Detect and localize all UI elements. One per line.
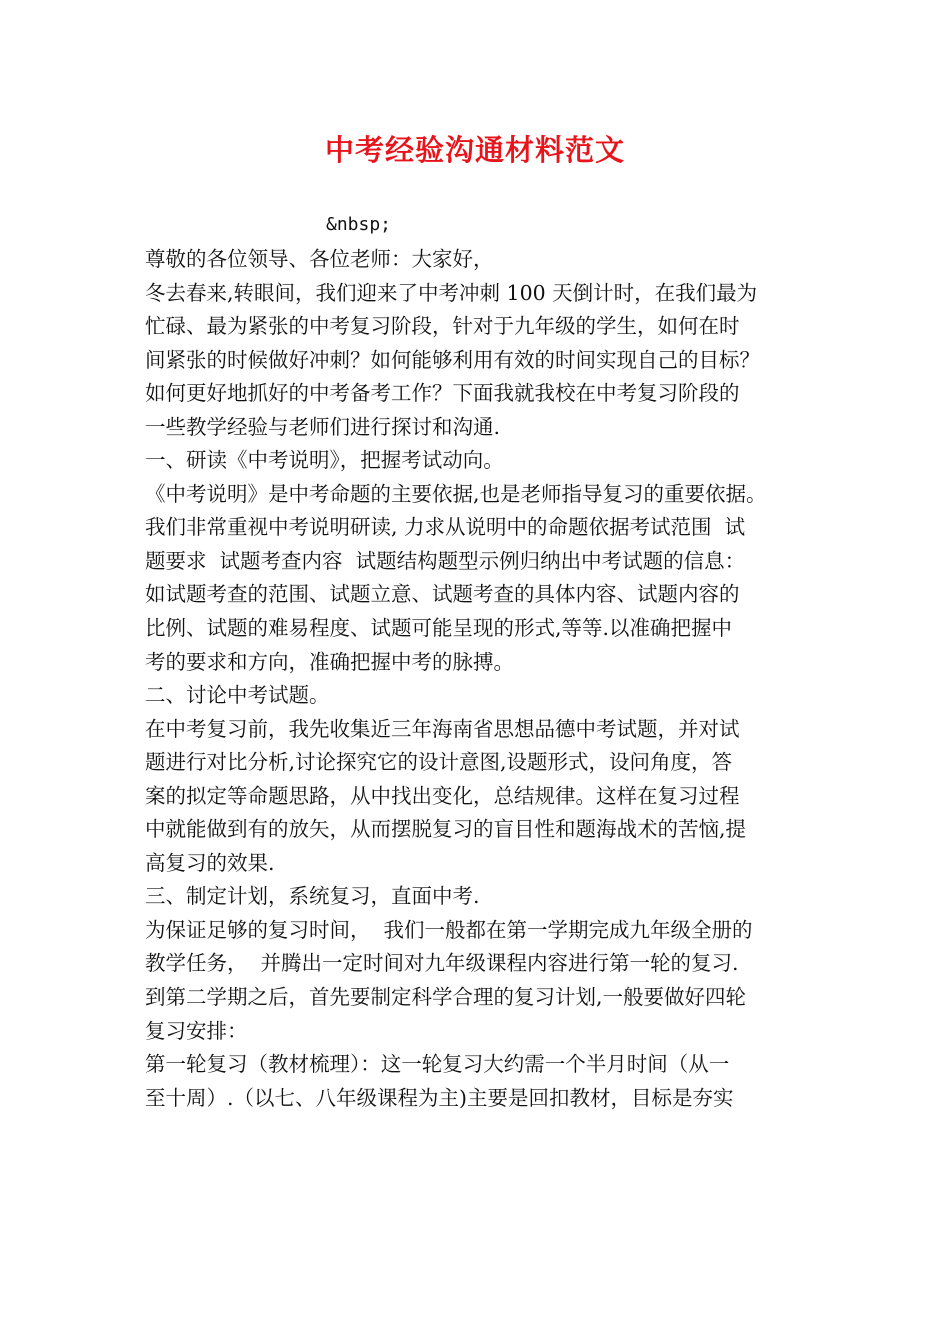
body-line: 如试题考查的范围、试题立意、试题考查的具体内容、试题内容的 (145, 582, 740, 607)
body-line: 间紧张的时候做好冲刺？如何能够利用有效的时间实现自己的目标？ (145, 347, 760, 372)
body-line: 考的要求和方向，准确把握中考的脉搏。 (145, 649, 514, 674)
section-heading: 一、研读《中考说明》，把握考试动向。 (145, 448, 504, 473)
body-line: 复习安排： (145, 1018, 248, 1043)
body-line: 高复习的效果. (145, 850, 275, 875)
body-line: 到第二学期之后，首先要制定科学合理的复习计划,一般要做好四轮 (145, 985, 747, 1010)
body-line: 如何更好地抓好的中考备考工作？下面我就我校在中考复习阶段的 (145, 381, 740, 406)
section-heading: 二、讨论中考试题。 (145, 683, 330, 708)
body-line: 教学任务， 并腾出一定时间对九年级课程内容进行第一轮的复习. (145, 951, 739, 976)
body-line: 冬去春来,转眼间，我们迎来了中考冲刺 100 天倒计时，在我们最为 (145, 280, 758, 305)
body-line: 题进行对比分析,讨论探究它的设计意图,设题形式，设问角度，答 (145, 750, 733, 775)
body-line: 题要求 试题考查内容 试题结构题型示例归纳出中考试题的信息： (145, 548, 746, 573)
body-line: 至十周）.（以七、八年级课程为主)主要是回扣教材，目标是夯实 (145, 1085, 734, 1110)
document-title: 中考经验沟通材料范文 (324, 133, 625, 167)
body-line: 尊敬的各位领导、各位老师：大家好， (145, 247, 494, 271)
body-line: 我们非常重视中考说明研读, 力求从说明中的命题依据考试范围 试 (145, 515, 746, 540)
document-body (145, 243, 817, 1115)
body-line: 忙碌、最为紧张的中考复习阶段，针对于九年级的学生，如何在时 (145, 314, 740, 339)
body-line: 第一轮复习（教材梳理）：这一轮复习大约需一个半月时间（从一 (145, 1052, 730, 1077)
nbsp-text: &nbsp; (326, 214, 392, 235)
body-line: 在中考复习前，我先收集近三年海南省思想品德中考试题，并对试 (145, 716, 740, 741)
body-line: 《中考说明》是中考命题的主要依据,也是老师指导复习的重要依据。 (145, 481, 767, 506)
body-line: 中就能做到有的放矢，从而摆脱复习的盲目性和题海战术的苦恼,提 (145, 817, 747, 842)
body-line: 案的拟定等命题思路，从中找出变化，总结规律。这样在复习过程 (145, 783, 740, 808)
body-line: 一些教学经验与老师们进行探讨和沟通. (145, 414, 501, 439)
body-line: 比例、试题的难易程度、试题可能呈现的形式,等等.以准确把握中 (145, 616, 733, 641)
section-heading: 三、制定计划，系统复习，直面中考. (145, 884, 480, 909)
body-line: 为保证足够的复习时间， 我们一般都在第一学期完成九年级全册的 (145, 917, 753, 942)
